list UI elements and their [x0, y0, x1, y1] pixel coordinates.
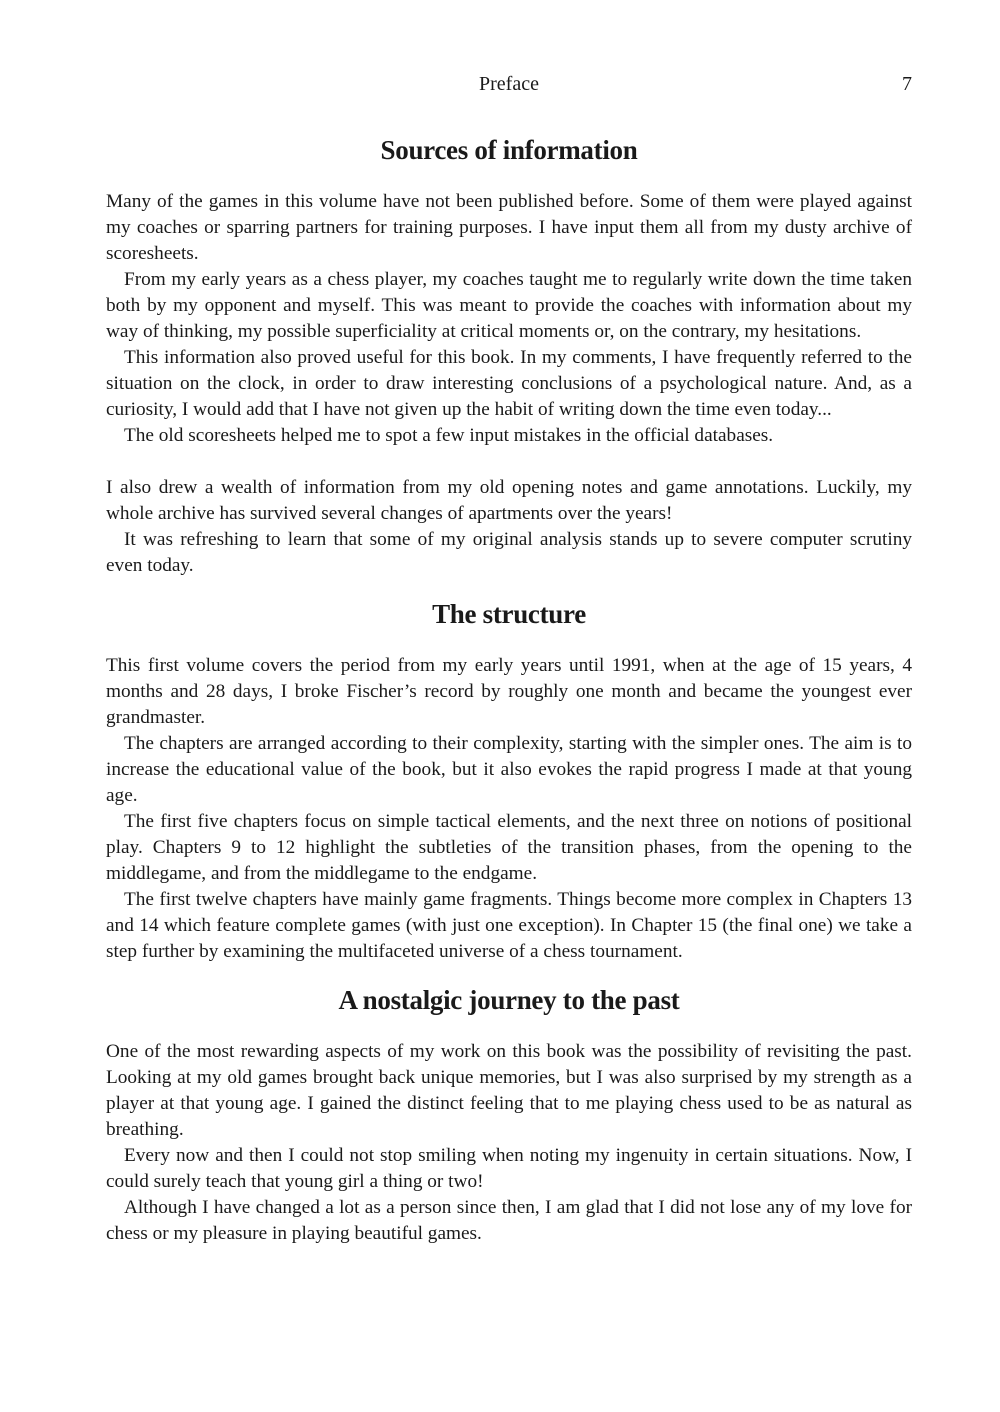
section-nostalgic-journey: [106, 983, 912, 1247]
paragraph: The first twelve chapters have mainly game fragments. Things become more complex in Chapters 13 and 14 which feature complete games (with just one exception). In Chapter 15 (the final one) we take a step further by examining the multifaceted universe of a chess tournament.: [106, 889, 912, 962]
running-title: Preface: [479, 73, 539, 95]
paragraph: Every now and then I could not stop smiling when noting my ingenuity in certain situations. Now, I could surely teach that young girl a thing or two!: [106, 1145, 912, 1192]
paragraph: From my early years as a chess player, my coaches taught me to regularly write down the time taken both by my opponent and myself. This was meant to provide the coaches with information about my way of thinking, my possible superficiality at critical moments or, on the contrary, my hesitations.: [106, 269, 912, 342]
paragraph: Many of the games in this volume have not been published before. Some of them were played against my coaches or sparring partners for training purposes. I have input them all from my dusty archive of scoresheets.: [106, 191, 912, 264]
paragraph: It was refreshing to learn that some of my original analysis stands up to severe computer scrutiny even today.: [106, 529, 912, 576]
paragraph: One of the most rewarding aspects of my work on this book was the possibility of revisiting the past. Looking at my old games brought back unique memories, but I was also surprised by my strength as a player at that young age. I gained the distinct feeling that to me playing chess used to be as natural as breathing.: [106, 1041, 912, 1140]
paragraph: This first volume covers the period from my early years until 1991, when at the age of 15 years, 4 months and 28 days, I broke Fischer’s record by roughly one month and became the youngest ever grandmaster.: [106, 655, 912, 728]
paragraph: The first five chapters focus on simple tactical elements, and the next three on notions of positional play. Chapters 9 to 12 highlight the subtleties of the transition phases, from the opening to the middlegame, and from the middlegame to the endgame.: [106, 811, 912, 884]
paragraph: The chapters are arranged according to their complexity, starting with the simpler ones. The aim is to increase the educational value of the book, but it also evokes the rapid progress I made at that young age.: [106, 733, 912, 806]
section-sources-of-information: [106, 133, 912, 579]
section-heading: The structure: [432, 599, 586, 629]
paragraph: Although I have changed a lot as a person since then, I am glad that I did not lose any of my love for chess or my pleasure in playing beautiful games.: [106, 1197, 912, 1244]
page-number: 7: [902, 73, 912, 95]
section-heading: A nostalgic journey to the past: [338, 985, 680, 1015]
paragraph: I also drew a wealth of information from my old opening notes and game annotations. Luckily, my whole archive has survived several changes of apartments over the years!: [106, 477, 912, 524]
section-heading: Sources of information: [380, 135, 638, 165]
paragraph: This information also proved useful for this book. In my comments, I have frequently referred to the situation on the clock, in order to draw interesting conclusions of a psychological nature. And, as a curiosity, I would add that I have not given up the habit of writing down the time even today...: [106, 347, 912, 420]
book-page: [106, 70, 912, 1247]
paragraph: The old scoresheets helped me to spot a few input mistakes in the official databases.: [124, 425, 774, 446]
section-the-structure: [106, 597, 912, 965]
running-header: [106, 70, 912, 98]
